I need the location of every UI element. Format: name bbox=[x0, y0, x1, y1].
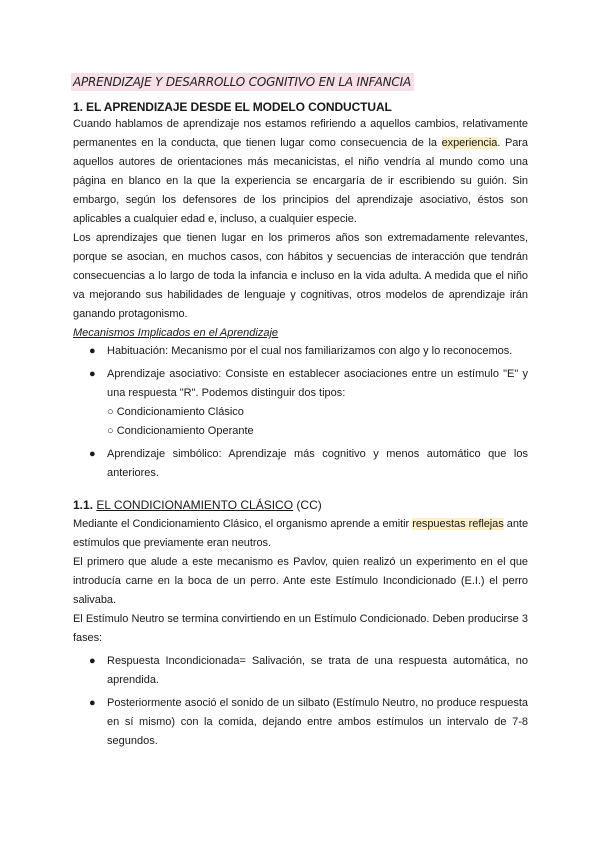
section-1-1-paragraph-2: El primero que alude a este mecanismo es Pavlov, quien realizó un experimento en el que introducía carne en la boca de un perro. Ante este Estímulo Incondicionado (E.I.) el perro salivaba. bbox=[73, 556, 528, 606]
mechanisms-list bbox=[73, 342, 528, 483]
highlight-respuestas-reflejas: respuestas reflejas bbox=[412, 518, 504, 530]
list-item-text: Aprendizaje simbólico: Aprendizaje más cognitivo y menos automático que los anteriores. bbox=[107, 448, 528, 479]
list-item bbox=[73, 342, 528, 361]
text-span: ante estímulos que previamente eran neutros. bbox=[73, 518, 529, 549]
section-1-paragraph-1 bbox=[73, 115, 528, 229]
list-item-text: Posteriormente asoció el sonido de un silbato (Estímulo Neutro, no produce respuesta en sí mismo) con la comida, dejando entre ambos estímulos un intervalo de 7-8 segundos. bbox=[107, 697, 528, 747]
text-span: Cuando hablamos de aprendizaje nos estamos refiriendo a aquellos cambios, relativamente permanentes en la conducta, que tienen lugar como consecuencia de la bbox=[73, 118, 528, 149]
section-1-1-paragraph-1 bbox=[73, 515, 528, 553]
sub-list-item: ○ Condicionamiento Operante bbox=[107, 425, 254, 437]
section-abbr: (CC) bbox=[296, 498, 322, 512]
document-title: APRENDIZAJE Y DESARROLLO COGNITIVO EN LA INFANCIA bbox=[71, 73, 414, 91]
bullet-icon: ● bbox=[89, 368, 96, 380]
bullet-icon: ● bbox=[89, 345, 96, 357]
section-number: 1.1. bbox=[73, 498, 94, 512]
list-item bbox=[73, 365, 528, 441]
list-item-text: Habituación: Mecanismo por el cual nos familiarizamos con algo y lo reconocemos. bbox=[107, 345, 513, 357]
phases-list bbox=[73, 652, 528, 751]
bullet-icon: ● bbox=[89, 655, 96, 667]
highlight-experiencia: experiencia bbox=[441, 137, 498, 149]
bullet-icon: ● bbox=[89, 448, 96, 460]
list-item bbox=[73, 445, 528, 483]
list-item bbox=[73, 694, 528, 751]
section-1-1-paragraph-3: El Estímulo Neutro se termina convirtiendo en un Estímulo Condicionado. Deben producirse 3 fases: bbox=[73, 613, 528, 644]
section-title: EL CONDICIONAMIENTO CLÁSICO bbox=[96, 498, 294, 512]
sub-list-item: ○ Condicionamiento Clásico bbox=[107, 406, 244, 418]
list-item-text: Respuesta Incondicionada= Salivación, se trata de una respuesta automática, no aprendida. bbox=[107, 655, 528, 686]
text-span: Mediante el Condicionamiento Clásico, el organismo aprende a emitir bbox=[73, 518, 413, 530]
bullet-icon: ● bbox=[89, 697, 96, 709]
document-page bbox=[73, 70, 528, 751]
text-span: . Para aquellos autores de orientaciones más mecanicistas, el niño vendría al mundo como una página en blanco en la que la experiencia se encargaría de ir escribiendo su guión. Sin embargo, según los defensores de los principios del aprendizaje asociativo, éstos son aplicables a cualquier edad e, incluso, a cualquier especie. bbox=[73, 137, 528, 225]
list-item-text: Aprendizaje asociativo: Consiste en establecer asociaciones entre un estímulo "E" y una respuesta "R". Podemos distinguir dos tipos: bbox=[107, 368, 528, 399]
section-1-paragraph-2: Los aprendizajes que tienen lugar en los primeros años son extremadamente relevantes, porque se asocian, en muchos casos, con hábitos y secuencias de interacción que tendrán consecuencias a lo largo de toda la infancia e incluso en la vida adulta. A medida que el niño va mejorando sus habilidades de lenguaje y cognitivas, otros modelos de aprendizaje irán ganando protagonismo. bbox=[73, 232, 528, 320]
section-1-heading: 1. EL APRENDIZAJE DESDE EL MODELO CONDUCTUAL bbox=[73, 100, 392, 114]
section-1-1-heading bbox=[73, 496, 528, 515]
list-item bbox=[73, 652, 528, 690]
mechanisms-subtitle: Mecanismos Implicados en el Aprendizaje bbox=[73, 327, 279, 339]
